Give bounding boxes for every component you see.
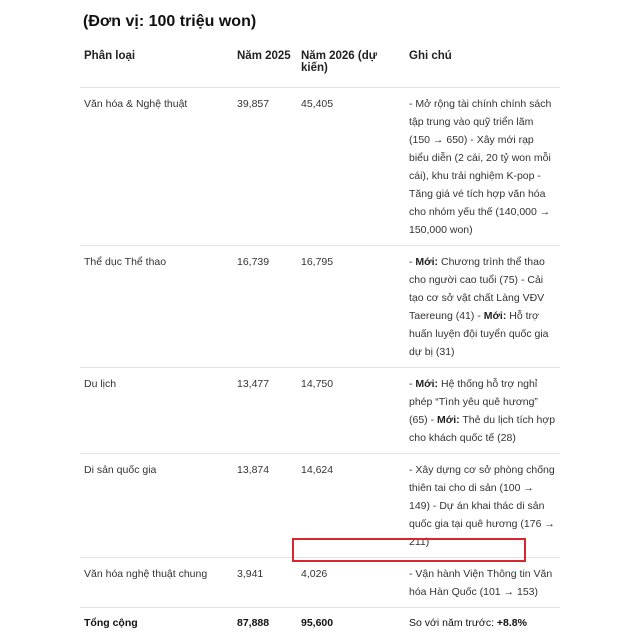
category-cell: Di sản quốc gia — [80, 454, 233, 558]
value-2025-cell: 13,477 — [233, 368, 297, 454]
table-row — [80, 368, 560, 454]
header-row — [80, 44, 560, 88]
table-row — [80, 558, 560, 608]
value-2026-cell: 4,026 — [297, 558, 405, 608]
value-2025-cell: 13,874 — [233, 454, 297, 558]
note-text: - — [409, 256, 415, 268]
note-text: - Xây dựng cơ sở phòng chống thiên tai cho di sản (100 → 149) - Dự án khai thác di sản quốc gia tại quê hương (176 → 211) — [409, 464, 555, 548]
note-text: Thẻ du lịch tích hợp cho khách quốc tế (28) — [409, 414, 555, 444]
new-label: Mới: — [415, 378, 438, 390]
column-header-note: Ghi chú — [405, 44, 560, 88]
value-2026-cell: 14,624 — [297, 454, 405, 558]
note-text: - Mở rộng tài chính chính sách tập trung vào quỹ triển lãm (150 → 650) - Xây mới rạp biểu diễn (2 cái, 20 tỷ won mỗi cái), khu trải nghiệm K-pop - Tăng giá vé tích hợp văn hóa cho nhóm yếu thế (140,000 → 150,000 won) — [409, 98, 551, 236]
column-header-category: Phân loại — [80, 44, 233, 88]
column-header-2025: Năm 2025 — [233, 44, 297, 88]
total-note-prefix: So với năm trước: — [409, 617, 497, 629]
note-cell — [405, 88, 560, 246]
category-cell: Văn hóa & Nghệ thuật — [80, 88, 233, 246]
new-label: Mới: — [415, 256, 438, 268]
category-cell: Du lịch — [80, 368, 233, 454]
note-text: Hệ thống hỗ trợ nghỉ phép “Tình yêu quê hương” (65) - — [409, 378, 538, 426]
table-row — [80, 88, 560, 246]
note-cell — [405, 246, 560, 368]
total-row — [80, 608, 560, 638]
value-2026-cell: 45,405 — [297, 88, 405, 246]
total-growth-value: +8.8% — [497, 617, 527, 629]
column-header-2026: Năm 2026 (dự kiến) — [297, 44, 405, 88]
unit-title: (Đơn vị: 100 triệu won) — [83, 13, 256, 31]
note-text: - — [409, 378, 415, 390]
value-2026-cell: 16,795 — [297, 246, 405, 368]
note-text: - Vận hành Viện Thông tin Văn hóa Hàn Quốc (101 → 153) — [409, 568, 552, 598]
new-label: Mới: — [484, 310, 507, 322]
value-2025-cell: 16,739 — [233, 246, 297, 368]
total-note-cell — [405, 608, 560, 638]
total-2025-cell: 87,888 — [233, 608, 297, 638]
category-cell: Văn hóa nghệ thuật chung — [80, 558, 233, 608]
total-2026-cell: 95,600 — [297, 608, 405, 638]
note-cell — [405, 558, 560, 608]
value-2026-cell: 14,750 — [297, 368, 405, 454]
note-cell — [405, 368, 560, 454]
table-row — [80, 246, 560, 368]
category-cell: Thể dục Thể thao — [80, 246, 233, 368]
new-label: Mới: — [437, 414, 460, 426]
note-text: Hỗ trợ huấn luyện đội tuyển quốc gia dự bị (31) — [409, 310, 549, 358]
total-label-cell: Tổng cộng — [80, 608, 233, 638]
note-text: Chương trình thể thao cho người cao tuổi (75) - Cải tạo cơ sở vật chất Làng VĐV Taereung (41) - — [409, 256, 545, 322]
highlight-box — [292, 538, 526, 562]
value-2025-cell: 3,941 — [233, 558, 297, 608]
value-2025-cell: 39,857 — [233, 88, 297, 246]
